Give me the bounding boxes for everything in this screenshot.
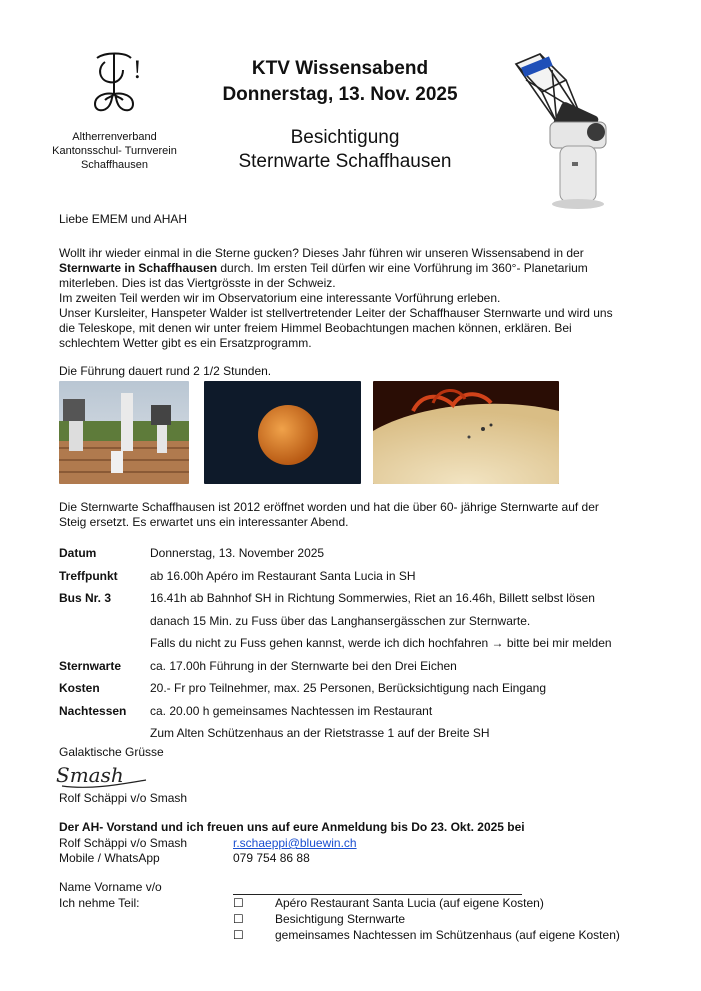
option-besichtigung: Besichtigung Sternwarte [275, 912, 406, 926]
title-event: KTV Wissensabend [251, 58, 429, 79]
intro-line2 [59, 261, 664, 276]
checkbox-besichtigung[interactable]: ☐ [233, 912, 244, 926]
org-block [42, 50, 187, 172]
phone-number: 079 754 86 88 [233, 851, 310, 865]
detail-value: ca. 17.00h Führung in der Sternwarte bei den Drei Eichen [150, 658, 457, 673]
detail-row [59, 655, 679, 678]
option-nachtessen: gemeinsames Nachtessen im Schützenhaus (auf eigene Kosten) [275, 928, 620, 942]
intro-line6: die Teleskope, mit denen wir unter freiem Himmel Beobachtungen machen können, erklären. Bei [59, 321, 572, 335]
detail-label: Datum [59, 546, 97, 561]
checkbox-apero[interactable]: ☐ [233, 896, 244, 910]
participate-label: Ich nehme Teil: [59, 896, 140, 910]
intro-line1: Wollt ihr wieder einmal in die Sterne gucken? Dieses Jahr führen wir unseren Wissensabend in der [59, 246, 584, 260]
name-input-line[interactable] [233, 881, 522, 895]
detail-label: Sternwarte [59, 658, 122, 673]
form-option-row [59, 895, 620, 911]
detail-row [59, 587, 679, 610]
details-table [59, 542, 679, 745]
intro-line3: miterleben. Dies ist das Viertgrösste in der Schweiz. [59, 276, 336, 290]
telescope-image [496, 50, 626, 210]
detail-value: 20.- Fr pro Teilnehmer, max. 25 Personen, Berücksichtigung nach Eingang [150, 681, 546, 696]
intro-line2-rest: durch. Im ersten Teil dürfen wir eine Vorführung im 360°- Planetarium [217, 261, 588, 275]
svg-text:!: ! [132, 55, 142, 84]
detail-value: Falls du nicht zu Fuss gehen kannst, werde ich dich hochfahren → bitte bei mir melden [150, 636, 612, 651]
detail-label: Bus Nr. 3 [59, 591, 112, 606]
history-line2: Steig ersetzt. Es erwartet uns ein interessanter Abend. [59, 515, 349, 529]
contact-name: Rolf Schäppi v/o Smash [59, 836, 188, 850]
signer-name: Rolf Schäppi v/o Smash [59, 791, 188, 805]
moon-eclipse-photo [204, 381, 361, 484]
detail-value: danach 15 Min. zu Fuss über das Langhansergässchen zur Sternwarte. [150, 613, 531, 628]
detail-label: Treffpunkt [59, 568, 118, 583]
form-option-row [59, 911, 620, 927]
email-link[interactable]: r.schaeppi@bluewin.ch [233, 836, 357, 850]
name-label: Name Vorname v/o [59, 880, 162, 894]
form-name-row [59, 879, 620, 895]
detail-row [59, 565, 679, 588]
detail-row [59, 542, 679, 565]
phone-label: Mobile / WhatsApp [59, 851, 160, 865]
history-text [59, 500, 664, 530]
detail-value: Zum Alten Schützenhaus an der Rietstrasse 1 auf der Breite SH [150, 726, 490, 741]
contact-block [59, 836, 357, 866]
option-apero: Apéro Restaurant Santa Lucia (auf eigene Kosten) [275, 896, 544, 910]
detail-row [59, 700, 679, 723]
signature-image [52, 762, 152, 792]
checkbox-nachtessen[interactable]: ☐ [233, 928, 244, 942]
intro-line5: Unser Kursleiter, Hanspeter Walder ist stellvertretender Leiter der Schaffhauser Sternwarte und wird uns [59, 306, 613, 320]
title-date: Donnerstag, 13. Nov. 2025 [222, 84, 458, 105]
history-line1: Die Sternwarte Schaffhausen ist 2012 eröffnet worden und hat die über 60- jährige Sternwarte auf der [59, 500, 599, 514]
org-name-line3: Schaffhausen [80, 159, 149, 171]
deadline-text: Der AH- Vorstand und ich freuen uns auf eure Anmeldung bis Do 23. Okt. 2025 bei [59, 820, 525, 834]
ktv-logo-icon [83, 50, 147, 116]
subtitle-line2: Sternwarte Schaffhausen [238, 151, 452, 172]
form-option-row [59, 927, 620, 943]
detail-value: ab 16.00h Apéro im Restaurant Santa Lucia in SH [150, 568, 416, 583]
contact-row-email [59, 836, 357, 851]
greeting: Liebe EMEM und AHAH [59, 212, 188, 226]
detail-value: 16.41h ab Bahnhof SH in Richtung Sommerwies, Riet an 16.46h, Billett selbst lösen [150, 591, 595, 606]
registration-form [59, 879, 620, 943]
page-subtitle [190, 126, 500, 174]
duration-text: Die Führung dauert rund 2 1/2 Stunden. [59, 364, 272, 378]
detail-row [59, 722, 679, 745]
detail-value: ca. 20.00 h gemeinsames Nachtessen im Restaurant [150, 703, 433, 718]
intro-line7: schlechtem Wetter gibt es ein Ersatzprogramm. [59, 336, 312, 350]
observatory-photo [59, 381, 189, 484]
signature-text: Smash [56, 763, 124, 787]
intro-line4: Im zweiten Teil werden wir im Observatorium eine interessante Vorführung erleben. [59, 291, 501, 305]
detail-row [59, 677, 679, 700]
detail-label: Nachtessen [59, 703, 127, 718]
subtitle-line1: Besichtigung [290, 127, 400, 148]
detail-row [59, 610, 679, 633]
closing-text: Galaktische Grüsse [59, 745, 164, 759]
sun-photo [373, 381, 559, 484]
page-title [190, 56, 490, 108]
contact-row-phone [59, 851, 357, 866]
intro-venue: Sternwarte in Schaffhausen [59, 261, 218, 275]
intro-text [59, 246, 664, 351]
org-name-line2: Kantonsschul- Turnverein [52, 145, 177, 157]
detail-value: Donnerstag, 13. November 2025 [150, 546, 325, 561]
org-name-line1: Altherrenverband [72, 131, 157, 143]
detail-label: Kosten [59, 681, 100, 696]
detail-row [59, 632, 679, 655]
